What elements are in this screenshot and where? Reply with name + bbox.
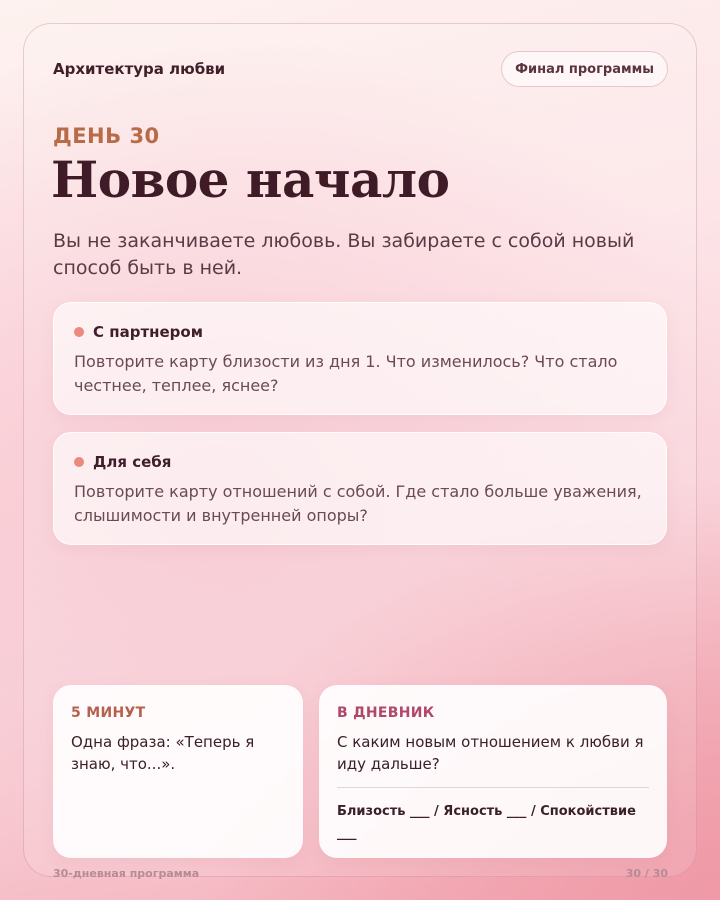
page-counter: 30 / 30 xyxy=(625,867,668,880)
journal-label: В ДНЕВНИК xyxy=(337,705,435,721)
exercise-text: Одна фраза: «Теперь я знаю, что...». xyxy=(71,733,255,773)
bullet-dot-icon xyxy=(74,327,84,337)
journal-divider xyxy=(337,787,649,788)
exercise-card xyxy=(53,685,303,858)
footer-program: 30-дневная программа xyxy=(53,867,200,880)
self-card-header xyxy=(74,453,646,471)
partner-card-header xyxy=(74,323,646,341)
day-label: ДЕНЬ 30 xyxy=(53,124,160,148)
brand-title: Архитектура любви xyxy=(53,60,226,78)
journal-card xyxy=(319,685,667,858)
self-card-title: Для себя xyxy=(93,453,172,471)
exercise-label: 5 МИНУТ xyxy=(71,705,146,721)
partner-card-text: Повторите карту близости из дня 1. Что изменилось? Что стало честнее, теплее, яснее? xyxy=(74,352,618,395)
program-badge: Финал программы xyxy=(501,51,668,87)
bullet-dot-icon xyxy=(74,457,84,467)
lead-text: Вы не заканчиваете любовь. Вы забираете с собой новый способ быть в ней. xyxy=(53,230,635,279)
partner-card xyxy=(53,302,667,415)
page-title: Новое начало xyxy=(51,150,450,209)
journal-scale: Близость ___ / Ясность ___ / Спокойствие ___ xyxy=(337,804,636,841)
self-card xyxy=(53,432,667,545)
partner-card-title: С партнером xyxy=(93,323,203,341)
journal-text: С каким новым отношением к любви я иду дальше? xyxy=(337,733,644,773)
self-card-text: Повторите карту отношений с собой. Где стало больше уважения, слышимости и внутренней опоры? xyxy=(74,482,642,525)
